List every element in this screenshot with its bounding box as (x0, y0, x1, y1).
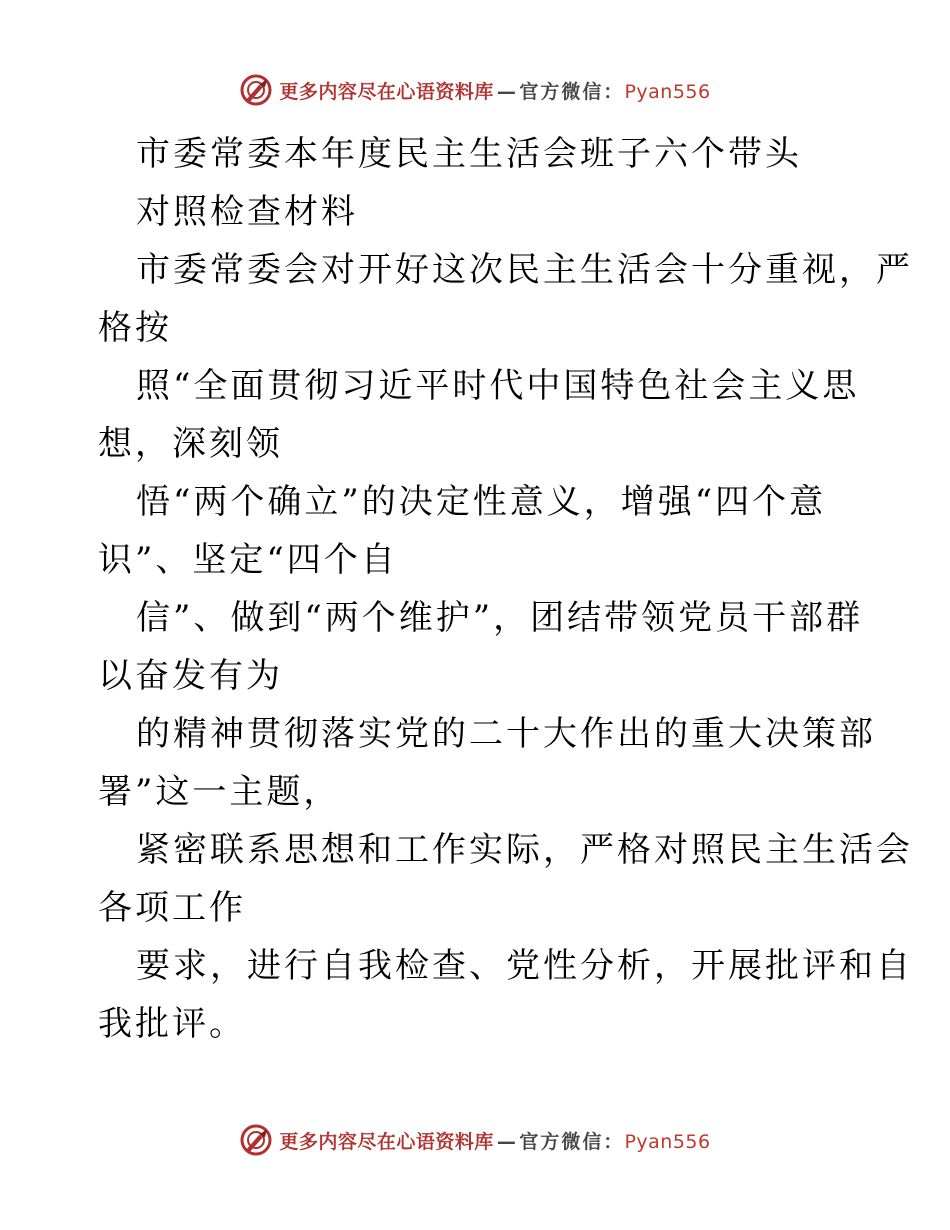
watermark-wechat-id: Pyan556 (624, 1130, 711, 1153)
watermark-brand: 更多内容尽在心语资料库 (279, 1130, 494, 1153)
header-watermark (0, 70, 950, 110)
body-line: 署”这一主题， (98, 772, 341, 812)
body-line: 识”、坚定“四个自 (98, 540, 398, 580)
body-line: 市委常委会对开好这次民主生活会十分重视，严 (136, 250, 913, 290)
watermark-dash: — (496, 80, 517, 103)
body-line: 格按 (98, 308, 172, 348)
body-line: 紧密联系思想和工作实际，严格对照民主生活会 (136, 830, 913, 870)
body-line: 悟“两个确立”的决定性意义，增强“四个意 (136, 482, 827, 522)
body-line: 我批评。 (98, 1004, 246, 1044)
body-line: 要求，进行自我检查、党性分析，开展批评和自 (136, 946, 913, 986)
footer-watermark (0, 1120, 950, 1160)
watermark-label: 官方微信： (519, 1130, 625, 1153)
body-line: 对照检查材料 (136, 192, 358, 232)
watermark-brand: 更多内容尽在心语资料库 (279, 80, 494, 103)
body-line: 以奋发有为 (98, 656, 283, 696)
body-line: 信”、做到“两个维护”，团结带领党员干部群 (136, 598, 864, 638)
watermark-dash: — (496, 1130, 517, 1153)
brand-logo-icon (239, 1123, 273, 1157)
body-line: 想，深刻领 (98, 424, 283, 464)
watermark-wechat-id: Pyan556 (624, 80, 711, 103)
brand-logo-icon (239, 73, 273, 107)
body-line: 照“全面贯彻习近平时代中国特色社会主义思 (136, 366, 860, 406)
body-line: 各项工作 (98, 888, 246, 928)
watermark-label: 官方微信： (519, 80, 625, 103)
body-line: 的精神贯彻落实党的二十大作出的重大决策部 (136, 714, 876, 754)
document-body (98, 125, 913, 1053)
body-line: 市委常委本年度民主生活会班子六个带头 (136, 134, 802, 174)
